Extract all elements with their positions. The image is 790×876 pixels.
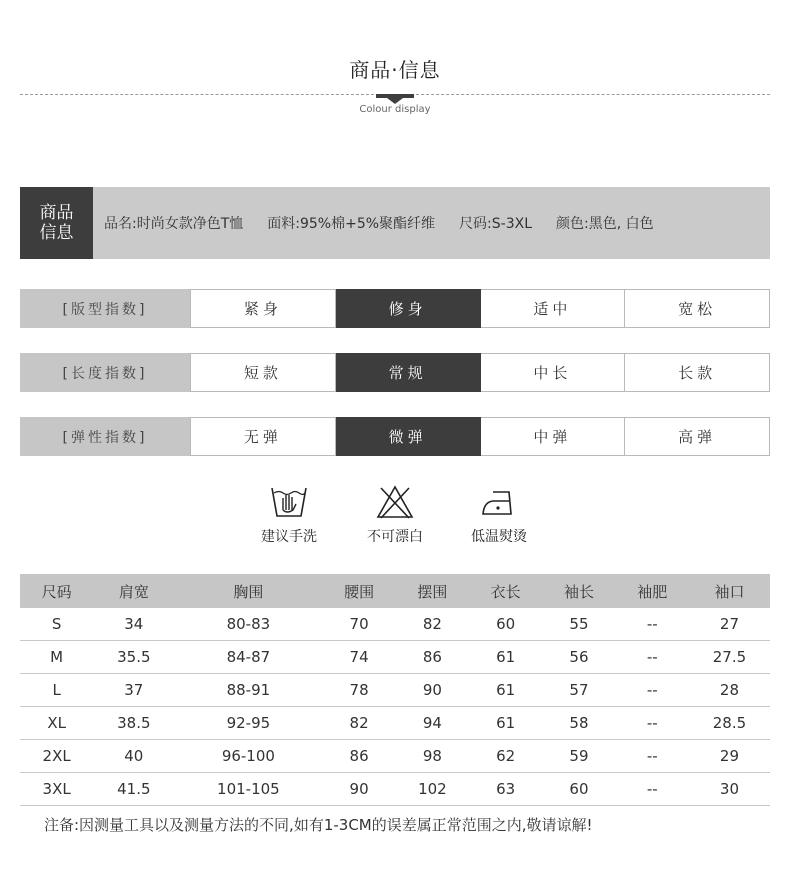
page-subtitle: Colour display xyxy=(359,104,431,115)
table-cell: -- xyxy=(616,608,689,641)
header-shoulder: 肩宽 xyxy=(93,574,174,608)
table-cell: 3XL xyxy=(20,773,93,806)
page-title: 商品·信息 xyxy=(349,58,441,82)
table-cell: 35.5 xyxy=(93,641,174,674)
elasticity-index-row xyxy=(20,417,770,456)
table-cell: 61 xyxy=(469,674,542,707)
table-cell: M xyxy=(20,641,93,674)
table-cell: 28 xyxy=(689,674,770,707)
care-low-iron-label: 低温熨烫 xyxy=(471,529,527,545)
elasticity-option-slight: 微弹 xyxy=(336,417,481,456)
table-row xyxy=(20,773,770,806)
fit-option-loose: 宽松 xyxy=(625,289,770,328)
header-chest: 胸围 xyxy=(174,574,322,608)
table-cell: L xyxy=(20,674,93,707)
table-cell: 55 xyxy=(542,608,615,641)
table-cell: 27.5 xyxy=(689,641,770,674)
table-cell: 86 xyxy=(396,641,469,674)
table-cell: S xyxy=(20,608,93,641)
table-cell: 94 xyxy=(396,707,469,740)
table-cell: 40 xyxy=(93,740,174,773)
table-cell: 70 xyxy=(322,608,395,641)
elasticity-index-label: [弹性指数] xyxy=(20,417,190,456)
table-cell: 58 xyxy=(542,707,615,740)
table-row xyxy=(20,608,770,641)
product-info-items xyxy=(104,187,678,259)
table-cell: 80-83 xyxy=(174,608,322,641)
care-low-iron xyxy=(449,484,549,546)
table-cell: 34 xyxy=(93,608,174,641)
measurement-note: 注备:因测量工具以及测量方法的不同,如有1-3CM的误差属正常范围之内,敬请谅解! xyxy=(44,816,593,834)
header-cuff: 袖口 xyxy=(689,574,770,608)
hand-wash-icon xyxy=(269,484,309,520)
care-hand-wash xyxy=(239,484,339,546)
table-cell: 88-91 xyxy=(174,674,322,707)
table-cell: 82 xyxy=(322,707,395,740)
fit-option-tight: 紧身 xyxy=(190,289,336,328)
table-cell: 90 xyxy=(322,773,395,806)
elasticity-option-none: 无弹 xyxy=(190,417,336,456)
table-cell: 101-105 xyxy=(174,773,322,806)
header-length: 衣长 xyxy=(469,574,542,608)
size-table xyxy=(20,574,770,806)
product-colors: 颜色:黑色, 白色 xyxy=(556,216,654,232)
table-cell: 98 xyxy=(396,740,469,773)
table-cell: 61 xyxy=(469,707,542,740)
length-option-long: 长款 xyxy=(625,353,770,392)
length-option-mid: 中长 xyxy=(481,353,626,392)
fit-index-label: [版型指数] xyxy=(20,289,190,328)
table-cell: 82 xyxy=(396,608,469,641)
product-info-label-line1: 商品 xyxy=(39,203,74,223)
table-cell: 84-87 xyxy=(174,641,322,674)
table-cell: 57 xyxy=(542,674,615,707)
low-iron-icon xyxy=(479,484,519,520)
elasticity-option-high: 高弹 xyxy=(625,417,770,456)
table-cell: 102 xyxy=(396,773,469,806)
care-no-bleach xyxy=(345,484,445,546)
header-waist: 腰围 xyxy=(322,574,395,608)
length-index-label: [长度指数] xyxy=(20,353,190,392)
header-sleeve-width: 袖肥 xyxy=(616,574,689,608)
table-cell: -- xyxy=(616,773,689,806)
care-hand-wash-label: 建议手洗 xyxy=(261,529,317,545)
table-cell: 30 xyxy=(689,773,770,806)
header-sleeve-length: 袖长 xyxy=(542,574,615,608)
fit-index-row xyxy=(20,289,770,328)
table-cell: 74 xyxy=(322,641,395,674)
table-row xyxy=(20,641,770,674)
table-cell: 27 xyxy=(689,608,770,641)
table-cell: 38.5 xyxy=(93,707,174,740)
table-cell: 62 xyxy=(469,740,542,773)
table-cell: 96-100 xyxy=(174,740,322,773)
table-cell: 61 xyxy=(469,641,542,674)
table-cell: 37 xyxy=(93,674,174,707)
table-cell: -- xyxy=(616,674,689,707)
table-cell: 56 xyxy=(542,641,615,674)
fit-option-slim: 修身 xyxy=(336,289,481,328)
header-hem: 摆围 xyxy=(396,574,469,608)
table-cell: 90 xyxy=(396,674,469,707)
table-cell: 78 xyxy=(322,674,395,707)
table-cell: 29 xyxy=(689,740,770,773)
table-cell: 60 xyxy=(469,608,542,641)
table-row xyxy=(20,740,770,773)
table-row xyxy=(20,674,770,707)
size-table-header xyxy=(20,574,770,608)
length-option-regular: 常规 xyxy=(336,353,481,392)
header-size: 尺码 xyxy=(20,574,93,608)
product-info-label-line2: 信息 xyxy=(39,223,74,243)
fit-option-regular: 适中 xyxy=(481,289,626,328)
table-cell: -- xyxy=(616,707,689,740)
care-no-bleach-label: 不可漂白 xyxy=(367,529,423,545)
length-index-row xyxy=(20,353,770,392)
table-cell: 86 xyxy=(322,740,395,773)
table-cell: 92-95 xyxy=(174,707,322,740)
length-option-short: 短款 xyxy=(190,353,336,392)
no-bleach-icon xyxy=(375,484,415,520)
table-cell: 60 xyxy=(542,773,615,806)
table-cell: -- xyxy=(616,740,689,773)
product-fabric: 面料:95%棉+5%聚酯纤维 xyxy=(267,216,436,232)
table-cell: XL xyxy=(20,707,93,740)
product-name: 品名:时尚女款净色T恤 xyxy=(104,216,244,232)
table-cell: 28.5 xyxy=(689,707,770,740)
table-cell: 2XL xyxy=(20,740,93,773)
table-cell: 59 xyxy=(542,740,615,773)
elasticity-option-medium: 中弹 xyxy=(481,417,626,456)
product-size-range: 尺码:S-3XL xyxy=(459,216,533,232)
table-row xyxy=(20,707,770,740)
table-cell: -- xyxy=(616,641,689,674)
table-cell: 63 xyxy=(469,773,542,806)
product-info-label xyxy=(20,187,93,259)
table-cell: 41.5 xyxy=(93,773,174,806)
